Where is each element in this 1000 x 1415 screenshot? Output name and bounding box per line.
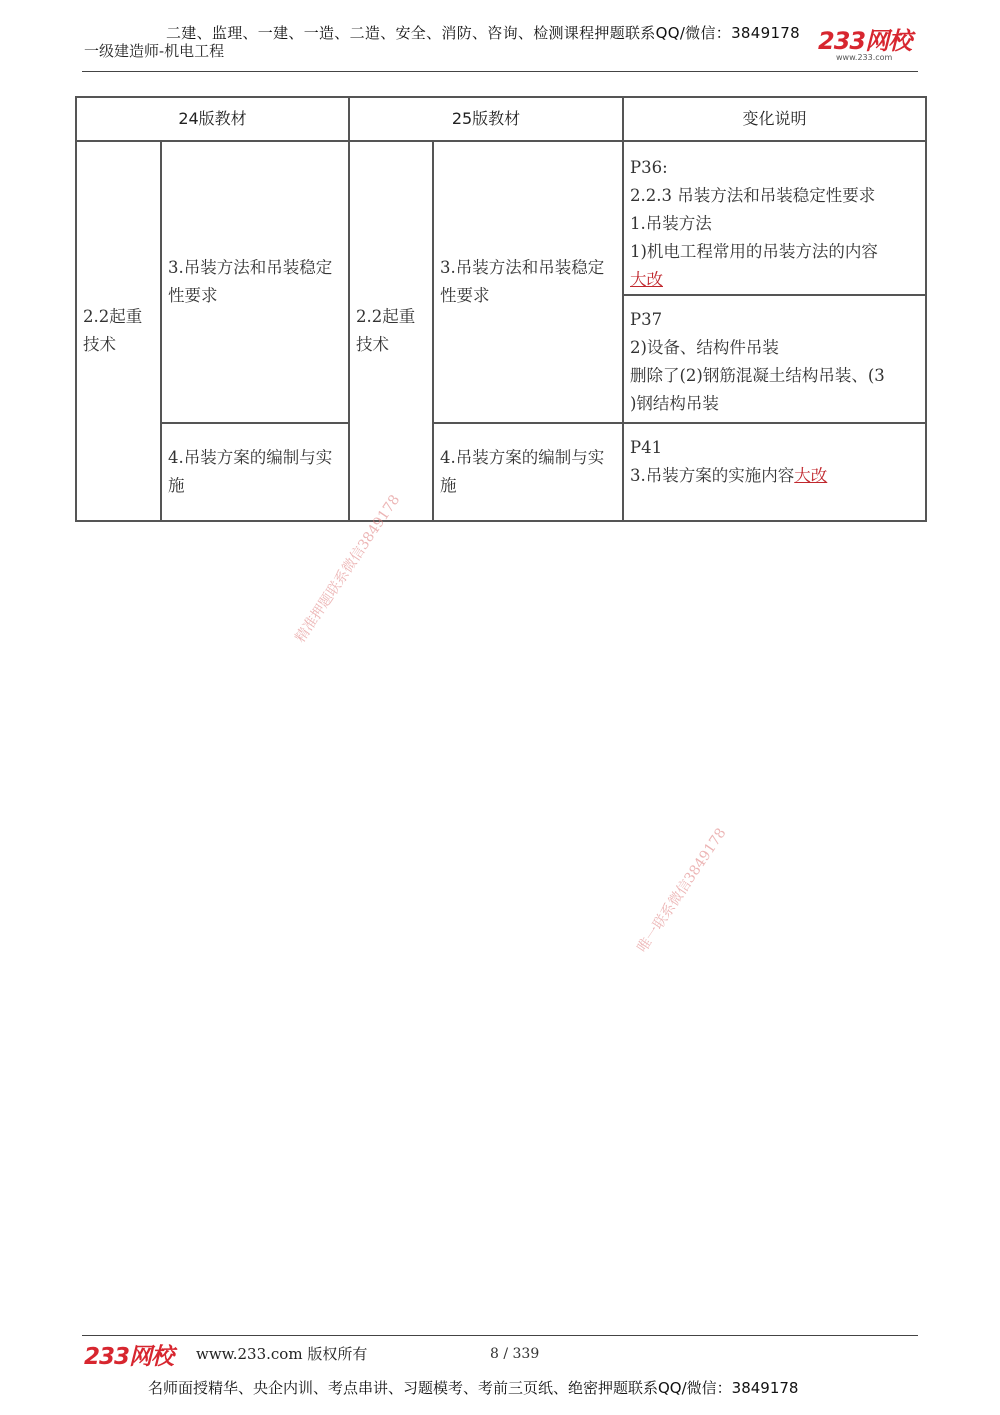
item-cell-25: 3.吊装方法和吊装稳定性要求 [433,141,623,423]
brand-logo-text: 233网校 [818,27,912,55]
header-cell-24: 24版教材 [76,97,349,141]
item-cell-24: 3.吊装方法和吊装稳定性要求 [161,141,349,423]
textbook-comparison-table [75,96,927,522]
note-line: P41 [630,438,663,457]
note-line: 1)机电工程常用的吊装方法的内容 [630,242,878,261]
header-subtitle: 一级建造师-机电工程 [84,42,225,60]
item-cell-24: 4.吊装方案的编制与实施 [161,423,349,521]
header-cell-25: 25版教材 [349,97,623,141]
footer-copyright: www.233.com 版权所有 [196,1345,368,1363]
watermark-text: 精准押题联系微信3849178 [292,492,404,646]
change-note-cell [623,423,926,521]
page-number: 8 / 339 [490,1346,540,1362]
note-line: )钢结构吊装 [630,394,719,413]
change-note-cell [623,141,926,295]
section-cell-25: 2.2起重技术 [349,141,433,521]
note-line: P36: [630,158,668,177]
footer-divider [82,1335,918,1336]
table-header-row [76,97,926,141]
note-line: P37 [630,310,663,329]
bottom-banner: 名师面授精华、央企内训、考点串讲、习题模考、考前三页纸、绝密押题联系QQ/微信：3849178 [148,1379,799,1397]
top-banner: 二建、监理、一建、一造、二造、安全、消防、咨询、检测课程押题联系QQ/微信：3849178 [166,24,800,42]
note-line: 3.吊装方案的实施内容大改 [630,466,828,485]
header-cell-notes: 变化说明 [623,97,926,141]
table-row [76,141,926,295]
item-cell-25: 4.吊装方案的编制与实施 [433,423,623,521]
brand-logo-url: www.233.com [836,53,893,62]
header-divider [82,71,918,72]
watermark-text: 唯一联系微信3849178 [634,825,730,956]
table-row [76,423,926,521]
major-change-link[interactable]: 大改 [794,466,828,485]
section-cell-24: 2.2起重技术 [76,141,161,521]
major-change-link[interactable]: 大改 [630,270,663,289]
note-line: 删除了(2)钢筋混凝土结构吊装、(3 [630,366,885,385]
footer-logo: 233网校 [84,1344,174,1370]
note-line: 2.2.3 吊装方法和吊装稳定性要求 [630,186,876,205]
change-note-cell [623,295,926,423]
brand-logo [818,28,928,64]
note-line: 2)设备、结构件吊装 [630,338,779,357]
note-line: 1.吊装方法 [630,214,712,233]
